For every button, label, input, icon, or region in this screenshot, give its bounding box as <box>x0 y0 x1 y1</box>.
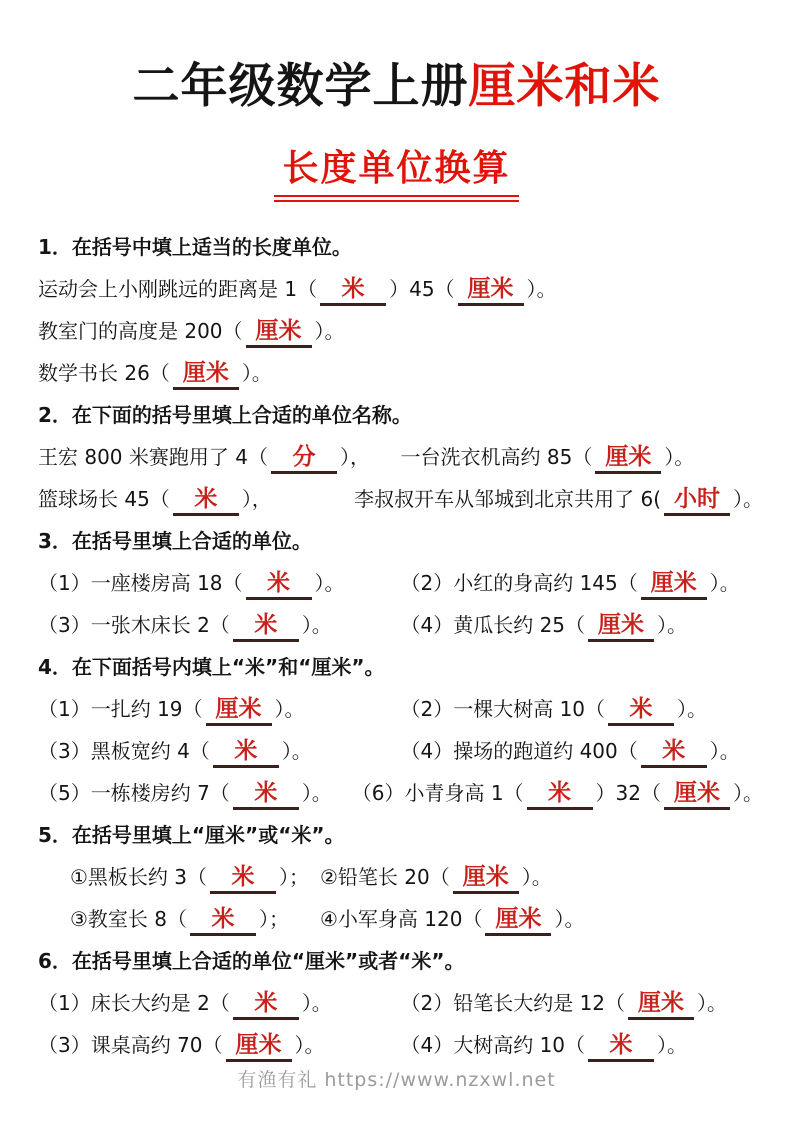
answer-blank: 米 <box>190 907 256 936</box>
question-text: （4）黄瓜长约 25（ <box>400 612 586 637</box>
question-text: ）； <box>259 906 290 931</box>
question-text: ）。 <box>301 990 332 1015</box>
answer-blank: 米 <box>233 991 299 1020</box>
answer-blank: 厘米 <box>588 613 654 642</box>
question-row <box>38 854 763 896</box>
question <box>38 1029 401 1058</box>
answer-blank: 厘米 <box>595 445 661 474</box>
answer-blank: 厘米 <box>206 697 272 726</box>
question <box>401 567 764 596</box>
question <box>70 903 320 932</box>
question <box>354 483 763 512</box>
question <box>38 483 354 512</box>
answer-blank: 厘米 <box>453 865 519 894</box>
question-text: 教室门的高度是 200（ <box>38 318 243 343</box>
page-title-red: 厘米和米 <box>468 59 661 114</box>
question-text: （2）一棵大树高 10（ <box>400 696 606 721</box>
question-text: （1）床长大约是 2（ <box>38 990 230 1015</box>
question-row <box>38 1022 763 1064</box>
question-text: ②铅笔长 20（ <box>320 864 450 889</box>
question-text: ）。 <box>709 738 740 763</box>
question-text: ①黑板长约 3（ <box>70 864 208 889</box>
answer-blank: 厘米 <box>226 1033 292 1062</box>
question-text: （4）大树高约 10（ <box>400 1032 586 1057</box>
question-text: 李叔叔开车从邹城到北京共用了 6( <box>354 486 661 511</box>
question-text: ）。 <box>281 738 312 763</box>
section-heading: 3．在括号里填上合适的单位。 <box>38 528 312 553</box>
question-text: （2）小红的身高约 145（ <box>400 570 638 595</box>
question-row <box>38 476 763 518</box>
question <box>38 777 352 806</box>
question-row <box>38 266 763 308</box>
answer-blank: 米 <box>608 697 674 726</box>
question-text: ）45（ <box>389 276 455 301</box>
question <box>38 609 401 638</box>
question-text: ）。 <box>274 696 305 721</box>
question <box>401 441 764 470</box>
question-row <box>38 560 763 602</box>
question-text: ）。 <box>521 864 552 889</box>
question <box>401 735 764 764</box>
answer-blank: 米 <box>233 613 299 642</box>
section-6 <box>38 938 763 1064</box>
question-text: （1）一座楼房高 18（ <box>38 570 243 595</box>
question-text: ）。 <box>657 612 688 637</box>
question-text: ）。 <box>657 1032 688 1057</box>
question <box>401 987 764 1016</box>
question-text: ）。 <box>526 276 557 301</box>
question <box>401 609 764 638</box>
question-row <box>38 434 763 476</box>
question-text: ）。 <box>554 906 585 931</box>
question-text: ）， <box>339 444 370 469</box>
answer-blank: 米 <box>246 571 312 600</box>
answer-blank: 厘米 <box>628 991 694 1020</box>
question-text: 篮球场长 45（ <box>38 486 170 511</box>
question-text: ）。 <box>733 780 763 805</box>
question <box>38 987 401 1016</box>
question-text: （3）黑板宽约 4（ <box>38 738 210 763</box>
answer-blank: 米 <box>641 739 707 768</box>
question <box>38 315 345 344</box>
page-subtitle: 长度单位换算 <box>274 140 518 202</box>
question-text: ③教室长 8（ <box>70 906 188 931</box>
question-text: 一台洗衣机高约 85（ <box>400 444 593 469</box>
question <box>38 735 401 764</box>
question-text: 数学书长 26（ <box>38 360 170 385</box>
section-heading: 5．在括号里填上“厘米”或“米”。 <box>38 822 345 847</box>
question-text: （1）一扎约 19（ <box>38 696 203 721</box>
answer-blank: 厘米 <box>246 319 312 348</box>
answer-blank: 米 <box>213 739 279 768</box>
answer-blank: 米 <box>233 781 299 810</box>
question-row <box>38 308 763 350</box>
question <box>401 1029 764 1058</box>
answer-blank: 米 <box>210 865 276 894</box>
answer-blank: 米 <box>173 487 239 516</box>
answer-blank: 分 <box>271 445 337 474</box>
question <box>401 693 764 722</box>
subtitle-wrap <box>0 140 793 202</box>
question-text: ）。 <box>294 1032 325 1057</box>
question-text: ④小军身高 120（ <box>320 906 483 931</box>
question-text: （5）一栋楼房约 7（ <box>38 780 230 805</box>
answer-blank: 小时 <box>664 487 730 516</box>
question-row <box>38 896 763 938</box>
section-1 <box>38 224 763 392</box>
question <box>38 357 272 386</box>
question-row <box>38 602 763 644</box>
question <box>70 861 320 890</box>
questions-container <box>0 202 793 1064</box>
question-text: ）32（ <box>595 780 661 805</box>
answer-blank: 米 <box>588 1033 654 1062</box>
question-text: ）； <box>279 864 310 889</box>
section-3 <box>38 518 763 644</box>
page-title <box>0 58 793 116</box>
question-text: （2）铅笔长大约是 12（ <box>400 990 626 1015</box>
page-title-black: 二年级数学上册 <box>132 59 469 114</box>
section-heading: 4．在下面括号内填上“米”和“厘米”。 <box>38 654 385 679</box>
question-text: （6）小青身高 1（ <box>351 780 524 805</box>
section-2 <box>38 392 763 518</box>
question-text: ）。 <box>709 570 740 595</box>
question <box>38 693 401 722</box>
answer-blank: 厘米 <box>664 781 730 810</box>
answer-blank: 厘米 <box>641 571 707 600</box>
section-heading: 6．在括号里填上合适的单位“厘米”或者“米”。 <box>38 948 465 973</box>
question-row <box>38 686 763 728</box>
question-text: ）。 <box>241 360 272 385</box>
question <box>352 777 763 806</box>
question-row <box>38 728 763 770</box>
question-text: ）。 <box>301 780 332 805</box>
question-text: ）。 <box>733 486 763 511</box>
question-text: 运动会上小刚跳远的距离是 1（ <box>38 276 318 301</box>
question-text: ）。 <box>301 612 332 637</box>
question-text: ）。 <box>677 696 708 721</box>
question-text: （3）一张木床长 2（ <box>38 612 230 637</box>
answer-blank: 厘米 <box>173 361 239 390</box>
footer-watermark: 有渔有礼 https://www.nzxwl.net <box>237 1069 556 1091</box>
question <box>320 903 763 932</box>
question <box>38 567 401 596</box>
question <box>320 861 763 890</box>
answer-blank: 米 <box>320 277 386 306</box>
question-text: ）， <box>241 486 272 511</box>
section-heading: 1．在括号中填上适当的长度单位。 <box>38 234 352 259</box>
question-text: （3）课桌高约 70（ <box>38 1032 223 1057</box>
answer-blank: 厘米 <box>458 277 524 306</box>
question-row <box>38 770 763 812</box>
question-text: ）。 <box>697 990 728 1015</box>
section-heading: 2．在下面的括号里填上合适的单位名称。 <box>38 402 412 427</box>
question-row <box>38 980 763 1022</box>
question <box>38 441 401 470</box>
question-text: （4）操场的跑道约 400（ <box>400 738 638 763</box>
question-text: 王宏 800 米赛跑用了 4（ <box>38 444 268 469</box>
section-4 <box>38 644 763 812</box>
question-text: ）。 <box>664 444 695 469</box>
question <box>38 273 557 302</box>
answer-blank: 厘米 <box>485 907 551 936</box>
answer-blank: 米 <box>527 781 593 810</box>
question-row <box>38 350 763 392</box>
section-5 <box>38 812 763 938</box>
question-text: ）。 <box>314 570 345 595</box>
question-text: ）。 <box>314 318 345 343</box>
